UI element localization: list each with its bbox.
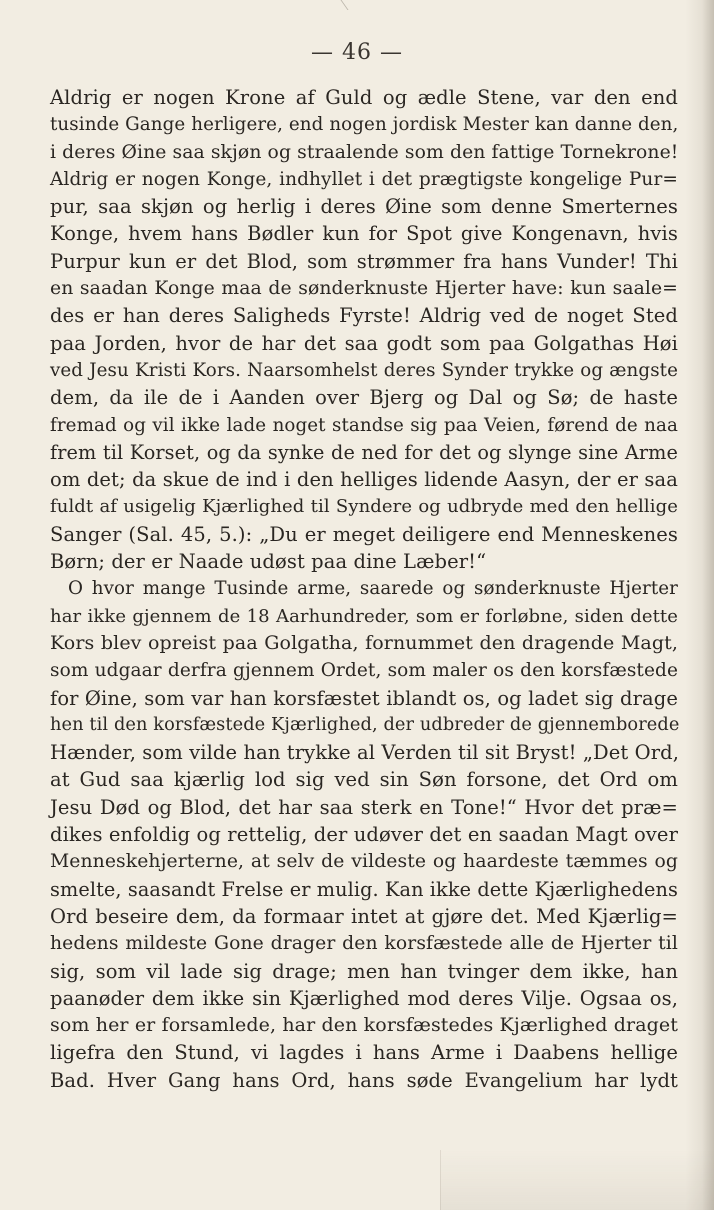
text-line: fremad og vil ikke lade noget standse sig paa Veien, førend de naa [50, 414, 678, 436]
text-line: Bad. Hver Gang hans Ord, hans søde Evangelium har lydt [50, 1068, 678, 1092]
text-line: at Gud saa kjærlig lod sig ved sin Søn forsone, det Ord om [50, 768, 678, 792]
text-line: fuldt af usigelig Kjærlighed til Syndere og udbryde med den hellige [50, 496, 678, 518]
text-line: dem, da ile de i Aanden over Bjerg og Dal og Sø; de haste [50, 386, 678, 410]
text-line: Ord beseire dem, da formaar intet at gjøre det. Med Kjærlig= [50, 904, 678, 928]
text-line: Hænder, som vilde han trykke al Verden til sit Bryst! „Det Ord, [50, 741, 680, 765]
text-line: som udgaar derfra gjennem Ordet, som maler os den korsfæstede [50, 660, 678, 682]
text-line: Menneskehjerterne, at selv de vildeste og haardeste tæmmes og [50, 851, 678, 873]
text-line: paa Jorden, hvor de har det saa godt som paa Golgathas Høi [50, 331, 678, 355]
text-line: ligefra den Stund, vi lagdes i hans Arme i Daabens hellige [50, 1041, 678, 1065]
text-line: ved Jesu Kristi Kors. Naarsomhelst deres Synder trykke og ængste [50, 359, 678, 381]
text-line: smelte, saasandt Frelse er mulig. Kan ikke dette Kjærlighedens [50, 877, 678, 901]
text-line: Kors blev opreist paa Golgatha, fornummet den dragende Magt, [50, 631, 678, 654]
corner-mark [340, 0, 360, 10]
text-line: Jesu Død og Blod, det har saa sterk en Tone!“ Hvor det præ= [50, 795, 678, 819]
text-line: sig, som vil lade sig drage; men han tvinger dem ikke, han [50, 959, 678, 983]
text-line: pur, saa skjøn og herlig i deres Øine som denne Smerternes [50, 195, 678, 219]
text-line: en saadan Konge maa de sønderknuste Hjerter have: kun saale= [50, 278, 678, 300]
text-line: des er han deres Saligheds Fyrste! Aldrig ved de noget Sted [50, 304, 678, 328]
text-line: paanøder dem ikke sin Kjærlighed mod deres Vilje. Ogsaa os, [50, 986, 678, 1010]
text-line: tusinde Gange herligere, end nogen jordisk Mester kan danne den, [50, 114, 679, 136]
text-line: som her er forsamlede, har den korsfæstedes Kjærlighed draget [50, 1014, 678, 1037]
text-line: Konge, hvem hans Bødler kun for Spot give Kongenavn, hvis [50, 222, 678, 246]
bottom-shade [440, 1150, 714, 1210]
page-edge-shadow [702, 0, 714, 1210]
text-line: Aldrig er nogen Konge, indhyllet i det prægtigste kongelige Pur= [50, 168, 678, 190]
text-line: Børn; der er Naade udøst paa dine Læber!“ [50, 550, 487, 574]
text-line: Purpur kun er det Blod, som strømmer fra hans Vunder! Thi [50, 249, 678, 273]
body-text [50, 84, 678, 1094]
text-line: dikes enfoldig og rettelig, der udøver det en saadan Magt over [50, 823, 678, 847]
text-line: har ikke gjennem de 18 Aarhundreder, som er forløbne, siden dette [50, 605, 678, 627]
text-line: Aldrig er nogen Krone af Guld og ædle Stene, var den end [50, 86, 678, 109]
text-line: Sanger (Sal. 45, 5.): „Du er meget deiligere end Menneskenes [50, 522, 678, 546]
text-line: hedens mildeste Gone drager den korsfæstede alle de Hjerter til [50, 933, 678, 955]
text-line: frem til Korset, og da synke de ned for det og slynge sine Arme [50, 440, 678, 464]
text-line: om det; da skue de ind i den helliges lidende Aasyn, der er saa [50, 468, 678, 492]
page-number: — 46 — [311, 40, 403, 65]
text-line: O hvor mange Tusinde arme, saarede og sønderknuste Hjerter [68, 578, 678, 600]
text-line: hen til den korsfæstede Kjærlighed, der udbreder de gjennemborede [50, 714, 680, 735]
text-line: i deres Øine saa skjøn og straalende som den fattige Tornekrone! [50, 141, 679, 163]
text-line: for Øine, som var han korsfæstet iblandt os, og ladet sig drage [50, 686, 678, 710]
